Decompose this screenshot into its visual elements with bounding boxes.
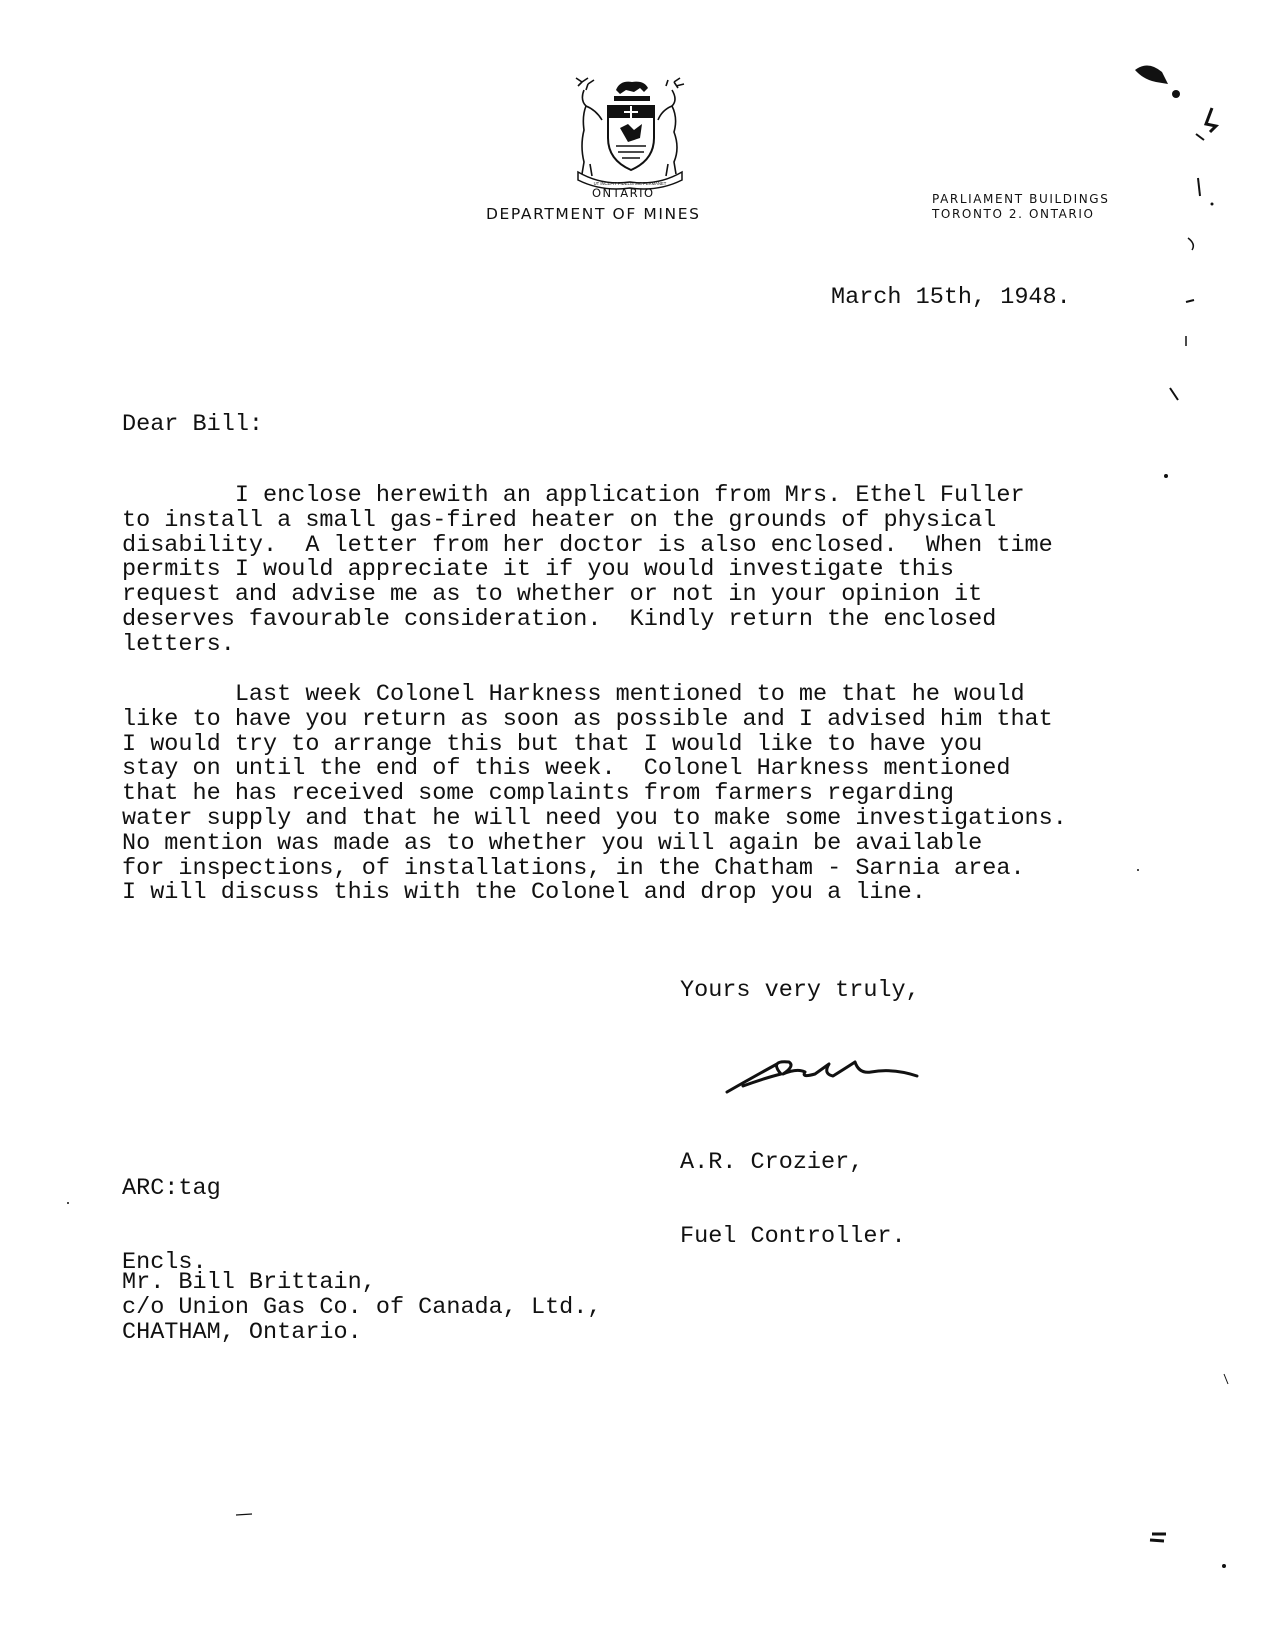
- letterhead-department: DEPARTMENT OF MINES: [486, 205, 701, 223]
- enclosures-note: Encls.: [122, 1248, 207, 1276]
- body-paragraph-1: I enclose herewith an application from Mrs. Ethel Fuller to install a small gas-fired heater on the grounds of physical disability. A letter from her doctor is also enclosed. When time permits I would appreciate it if you would investigate this request and advise me as to whether or not in your opinion it deserves favourable consideration. Kindly return the enclosed letters.: [122, 482, 1053, 658]
- letterhead-address: [932, 192, 1109, 222]
- closing: Yours very truly,: [680, 977, 920, 1004]
- recipient-address: Mr. Bill Brittain, c/o Union Gas Co. of Canada, Ltd., CHATHAM, Ontario.: [122, 1269, 602, 1346]
- letter-date: March 15th, 1948.: [831, 284, 1071, 311]
- salutation: Dear Bill:: [122, 411, 264, 438]
- ontario-coat-of-arms-icon: [568, 76, 692, 190]
- crest-motto: UT INCEPIT FIDELIS SIC PERMANET: [593, 181, 667, 186]
- signer-block: [680, 1101, 906, 1299]
- letterhead-province: ONTARIO: [592, 186, 655, 200]
- address-line-1: PARLIAMENT BUILDINGS: [932, 192, 1110, 206]
- reference-initials: ARC:tag: [122, 1174, 221, 1202]
- handwritten-signature: [725, 1052, 935, 1102]
- address-line-2: TORONTO 2. ONTARIO: [932, 207, 1095, 221]
- body-paragraph-2: Last week Colonel Harkness mentioned to me that he would like to have you return as soon as possible and I advised him that I would try to arrange this but that I would like to have you stay on until the end of this week. Colonel Harkness mentioned that he has received some complaints from farmers regarding water supply and that he will need you to make some investigations. No mention was made as to whether you will again be available for inspections, of installations, in the Chatham - Sarnia area. I will discuss this with the Colonel and drop you a line.: [122, 681, 1067, 907]
- signer-title: Fuel Controller.: [680, 1222, 906, 1250]
- signer-name: A.R. Crozier,: [680, 1148, 864, 1176]
